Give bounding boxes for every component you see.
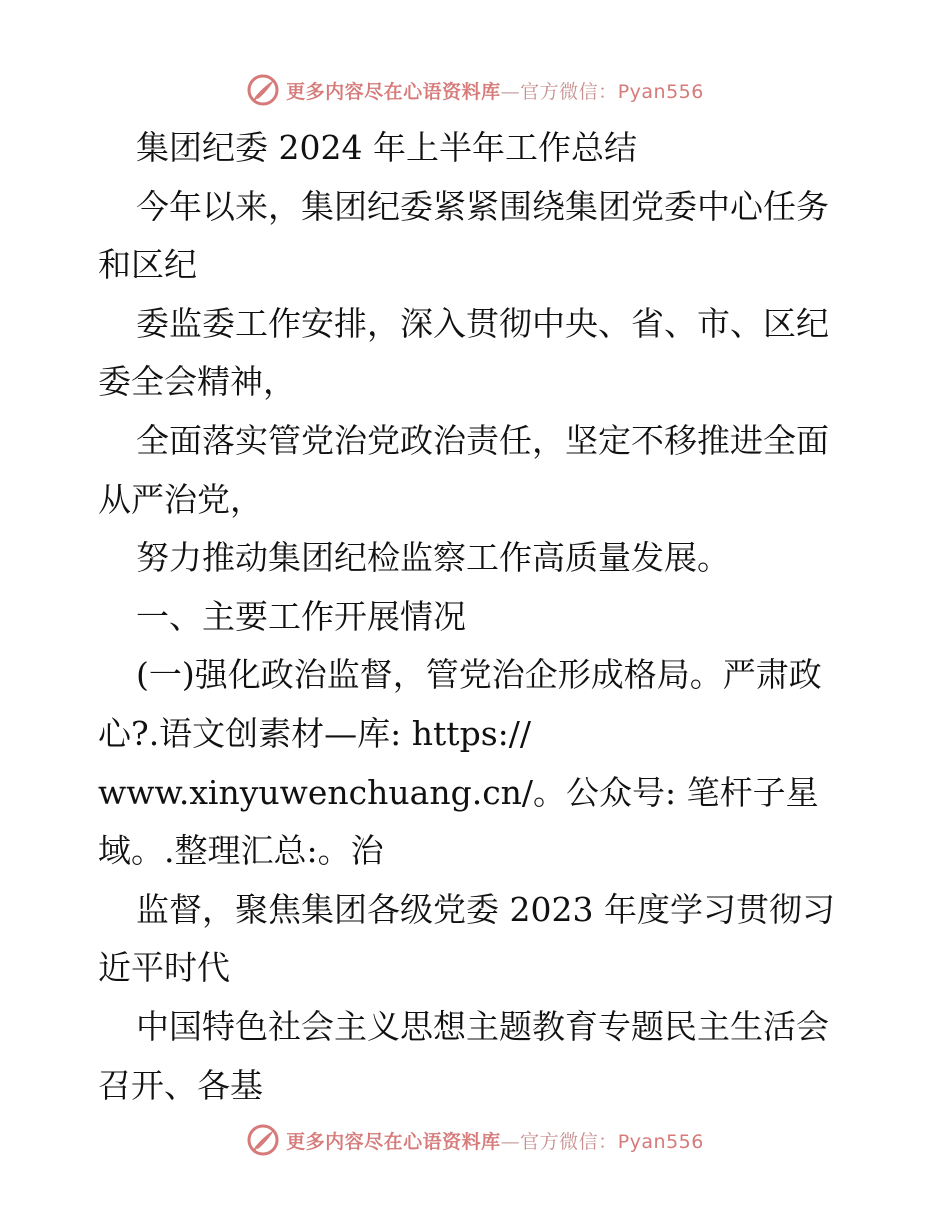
text-line: 召开、各基 xyxy=(98,1065,263,1105)
watermark-text xyxy=(286,1127,704,1154)
watermark-footer xyxy=(0,1120,950,1160)
watermark-header xyxy=(0,70,950,110)
watermark-alt: 官方微信： xyxy=(520,1130,618,1153)
quill-logo-icon xyxy=(246,1123,280,1157)
watermark-alt: 官方微信： xyxy=(520,80,618,103)
text-line: 心?.语文创素材—库: https:// xyxy=(98,713,531,753)
watermark-cn: 更多内容尽在心语资料库 xyxy=(286,1130,501,1153)
quill-logo-icon xyxy=(246,73,280,107)
watermark-latin: Pyan556 xyxy=(617,1130,704,1153)
text-line: 监督，聚焦集团各级党委 2023 年度学习贯彻习 xyxy=(136,889,835,929)
watermark-text xyxy=(286,77,704,104)
text-line: 全面落实管党治党政治责任，坚定不移推进全面 xyxy=(136,420,829,460)
text-line: 集团纪委 2024 年上半年工作总结 xyxy=(136,128,637,167)
document-body xyxy=(98,119,858,1115)
text-line: 域。.整理汇总:。治 xyxy=(98,831,384,871)
watermark-latin: Pyan556 xyxy=(617,80,704,103)
text-line: (一)强化政治监督，管党治企形成格局。严肃政 xyxy=(136,655,822,695)
text-line: 和区纪 xyxy=(98,245,197,285)
watermark-separator: — xyxy=(500,1130,521,1153)
text-line: 一、主要工作开展情况 xyxy=(136,596,466,636)
text-line: 委全会精神， xyxy=(98,362,296,402)
text-line: 中国特色社会主义思想主题教育专题民主生活会 xyxy=(136,1006,829,1046)
watermark-separator: — xyxy=(500,80,521,103)
text-line: www.xinyuwenchuang.cn/。公众号: 笔杆子星 xyxy=(98,772,819,812)
text-line: 努力推动集团纪检监察工作高质量发展。 xyxy=(136,538,730,578)
watermark-cn: 更多内容尽在心语资料库 xyxy=(286,80,501,103)
text-line: 今年以来，集团纪委紧紧围绕集团党委中心任务 xyxy=(136,186,829,226)
text-line: 委监委工作安排，深入贯彻中央、省、市、区纪 xyxy=(136,303,829,343)
text-line: 近平时代 xyxy=(98,948,230,988)
text-line: 从严治党， xyxy=(98,479,263,519)
